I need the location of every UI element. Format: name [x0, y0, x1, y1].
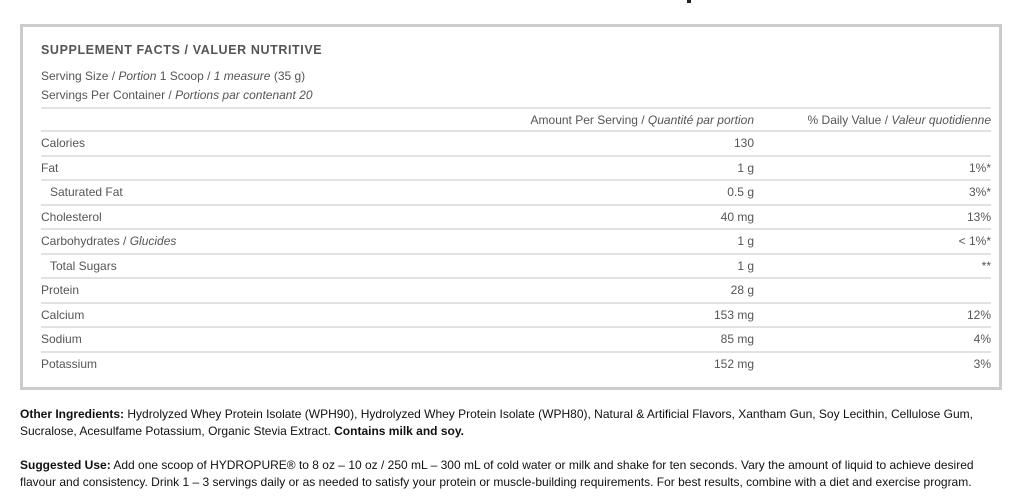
table-row: Saturated Fat 0.5 g 3%* — [41, 179, 991, 204]
servings-per-container: Servings Per Container / Portions par contenant 20 — [41, 88, 313, 102]
table-row: Calcium 153 mg 12% — [41, 302, 991, 327]
table-row: Protein 28 g — [41, 277, 991, 302]
daily-value-column-header: % Daily Value / Valeur quotidienne — [807, 113, 991, 127]
table-header — [41, 113, 991, 129]
facts-title: SUPPLEMENT FACTS / VALUER NUTRITIVE — [41, 43, 323, 57]
nutrient-table — [41, 130, 991, 375]
table-row: Cholesterol 40 mg 13% — [41, 204, 991, 229]
table-row: Fat 1 g 1%* — [41, 155, 991, 180]
other-ingredients: Other Ingredients: Hydrolyzed Whey Protein Isolate (WPH90), Hydrolyzed Whey Protein Isolate (WPH80), Natural & Artificial Flavors, Xantham Gun, Soy Lecithin, Cellulose Gum, Sucralose, Acesulfame Potassium, Organic Stevia Extract. Contains milk and soy. — [20, 407, 974, 438]
table-row: Potassium 152 mg 3% — [41, 351, 991, 376]
suggested-use: Suggested Use: Add one scoop of HYDROPURE® to 8 oz – 10 oz / 250 mL – 300 mL of cold water or milk and shake for ten seconds. Vary the amount of liquid to achieve desired flavour and consistency. Drink 1 – 3 servings daily or as needed to satisfy your protein or muscle-building requirements. For best results, combine with a diet and exercise program. — [20, 458, 974, 489]
table-row: Total Sugars 1 g ** — [41, 253, 991, 278]
serving-size: Serving Size / Portion 1 Scoop / 1 measure (35 g) — [41, 69, 306, 83]
divider — [41, 107, 991, 109]
table-row: Carbohydrates / Glucides 1 g < 1%* — [41, 228, 991, 253]
supplement-facts-panel — [20, 24, 1002, 390]
cropped-glyph — [687, 0, 691, 3]
amount-column-header: Amount Per Serving / Quantité par portion — [530, 113, 754, 127]
table-row: Sodium 85 mg 4% — [41, 326, 991, 351]
table-row: Calories 130 — [41, 130, 991, 155]
